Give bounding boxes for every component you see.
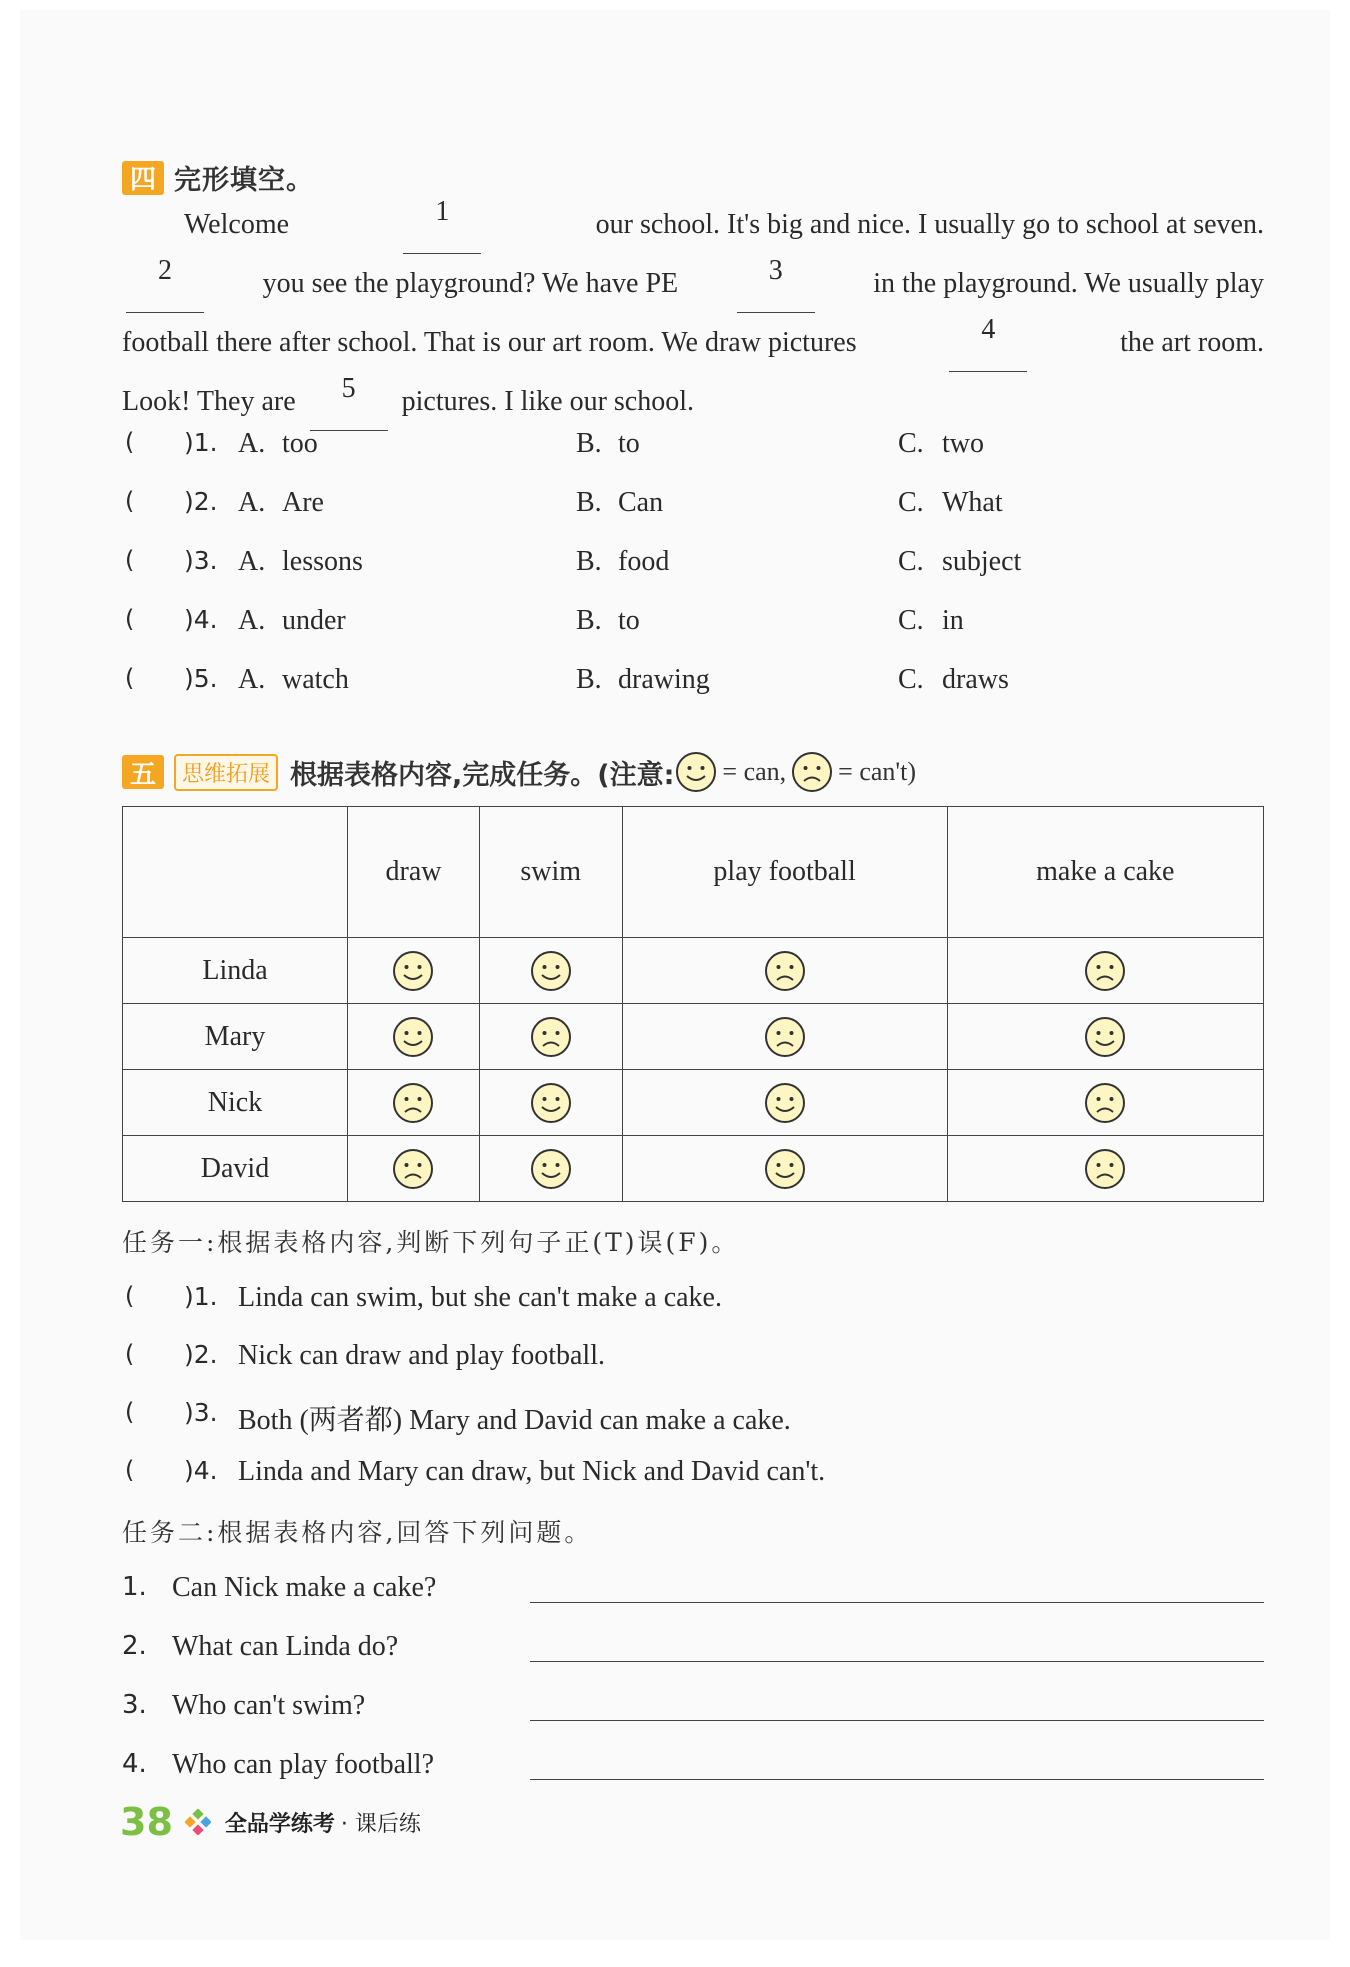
option-row: [122, 428, 1264, 487]
row-name: Nick: [123, 1070, 348, 1136]
options-list: [122, 428, 1264, 723]
page-footer: [120, 1800, 421, 1844]
question-text: Who can play football?: [172, 1749, 435, 1780]
cloze-passage: [122, 195, 1264, 431]
option-a-letter: A.: [238, 664, 266, 695]
answer-paren-open[interactable]: (: [122, 1340, 137, 1368]
table-header-row: [123, 807, 1264, 938]
question-number: )3.: [184, 546, 218, 575]
true-false-item: [122, 1398, 1264, 1456]
happy-face-icon: [529, 949, 573, 993]
column-header: swim: [479, 807, 622, 938]
blank-2[interactable]: 2: [126, 254, 204, 313]
question-number: 1.: [122, 1572, 147, 1602]
page-number: 38: [120, 1800, 173, 1844]
happy-face-icon: [529, 1081, 573, 1125]
option-c[interactable]: two: [942, 428, 984, 459]
option-b-letter: B.: [576, 664, 602, 695]
row-name: Mary: [123, 1004, 348, 1070]
true-false-item: [122, 1340, 1264, 1398]
header-corner-cell: [123, 807, 348, 938]
face-cell: [622, 1070, 947, 1136]
task-1-title: 任务一:根据表格内容,判断下列句子正(T)误(F)。: [122, 1228, 740, 1257]
column-header: make a cake: [947, 807, 1263, 938]
option-a-letter: A.: [238, 428, 266, 459]
option-b-letter: B.: [576, 487, 602, 518]
answer-paren-open[interactable]: (: [122, 605, 137, 633]
option-c[interactable]: draws: [942, 664, 1009, 695]
statement-text: Linda and Mary can draw, but Nick and David can't.: [238, 1456, 826, 1487]
item-number: )4.: [184, 1456, 218, 1485]
option-c[interactable]: subject: [942, 546, 1022, 577]
question-item: [122, 1572, 1264, 1630]
option-c-letter: C.: [898, 487, 924, 518]
question-number: )5.: [184, 664, 218, 693]
diamond-logo-icon: [185, 1809, 211, 1835]
sad-face-icon: [1083, 1147, 1127, 1191]
happy-face-icon: [391, 949, 435, 993]
question-number: )1.: [184, 428, 218, 457]
table-row: [123, 938, 1264, 1004]
sad-face-icon: [391, 1147, 435, 1191]
option-a[interactable]: too: [282, 428, 318, 459]
option-b[interactable]: to: [618, 428, 640, 459]
answer-paren-open[interactable]: (: [122, 1456, 137, 1484]
face-cell: [947, 1136, 1263, 1202]
sad-face-icon: [1083, 949, 1127, 993]
happy-face-icon: [674, 750, 718, 794]
option-a[interactable]: Are: [282, 487, 324, 518]
sad-face-icon: [1083, 1081, 1127, 1125]
section-4-header: [122, 158, 314, 197]
question-number: 2.: [122, 1631, 147, 1661]
face-cell: [947, 1004, 1263, 1070]
face-cell: [348, 1004, 480, 1070]
column-header: play football: [622, 807, 947, 938]
section-5-header: [122, 750, 920, 794]
passage-line: football there after school. That is our art room. We draw pictures 4 the art room.: [122, 313, 1264, 372]
section-number: 五: [122, 755, 164, 789]
passage-line: Welcome 1 our school. It's big and nice. I usually go to school at seven.: [122, 195, 1264, 254]
sad-face-icon: [763, 949, 807, 993]
happy-face-icon: [529, 1147, 573, 1191]
statement-text: Linda can swim, but she can't make a cake.: [238, 1282, 722, 1313]
answer-line[interactable]: [530, 1602, 1264, 1603]
option-row: [122, 605, 1264, 664]
option-a-letter: A.: [238, 546, 266, 577]
question-text: Who can't swim?: [172, 1690, 366, 1721]
brand-subtitle: · 课后练: [340, 1811, 421, 1837]
face-cell: [479, 1070, 622, 1136]
table-row: [123, 1070, 1264, 1136]
item-number: )1.: [184, 1282, 218, 1311]
answer-line[interactable]: [530, 1779, 1264, 1780]
option-row: [122, 664, 1264, 723]
blank-5[interactable]: 5: [310, 372, 388, 431]
row-name: David: [123, 1136, 348, 1202]
statement-text: Nick can draw and play football.: [238, 1340, 605, 1371]
statement-text: Both (两者都) Mary and David can make a cake.: [238, 1405, 791, 1436]
blank-4[interactable]: 4: [949, 313, 1027, 372]
table-row: [123, 1136, 1264, 1202]
thinking-extension-tag: 思维拓展: [174, 754, 278, 791]
face-cell: [622, 1136, 947, 1202]
face-cell: [947, 1070, 1263, 1136]
option-a[interactable]: under: [282, 605, 346, 636]
worksheet-page: [20, 10, 1330, 1940]
option-row: [122, 487, 1264, 546]
option-c[interactable]: in: [942, 605, 964, 636]
face-cell: [622, 1004, 947, 1070]
row-name: Linda: [123, 938, 348, 1004]
answer-line[interactable]: [530, 1661, 1264, 1662]
answer-paren-open[interactable]: (: [122, 428, 137, 456]
option-b-letter: B.: [576, 428, 602, 459]
item-number: )2.: [184, 1340, 218, 1369]
option-a-letter: A.: [238, 487, 266, 518]
true-false-item: [122, 1456, 1264, 1514]
answer-line[interactable]: [530, 1720, 1264, 1721]
task-2-title: 任务二:根据表格内容,回答下列问题。: [122, 1518, 593, 1547]
option-c-letter: C.: [898, 546, 924, 577]
answer-paren-open[interactable]: (: [122, 487, 137, 515]
blank-1[interactable]: 1: [403, 195, 481, 254]
face-cell: [622, 938, 947, 1004]
question-text: Can Nick make a cake?: [172, 1572, 437, 1603]
happy-face-icon: [391, 1015, 435, 1059]
face-cell: [479, 1004, 622, 1070]
happy-face-icon: [1083, 1015, 1127, 1059]
true-false-item: [122, 1282, 1264, 1340]
question-item: [122, 1631, 1264, 1689]
option-a-letter: A.: [238, 605, 266, 636]
answer-paren-open[interactable]: (: [122, 546, 137, 574]
option-b[interactable]: Can: [618, 487, 664, 518]
option-b[interactable]: food: [618, 546, 670, 577]
table-row: [123, 1004, 1264, 1070]
option-b-letter: B.: [576, 605, 602, 636]
passage-line: Look! They are 5 pictures. I like our school.: [122, 372, 1264, 431]
option-a[interactable]: watch: [282, 664, 349, 695]
sad-face-icon: [763, 1015, 807, 1059]
option-row: [122, 546, 1264, 605]
question-text: What can Linda do?: [172, 1631, 399, 1662]
option-c-letter: C.: [898, 605, 924, 636]
sad-face-icon: [529, 1015, 573, 1059]
question-number: )4.: [184, 605, 218, 634]
question-item: [122, 1749, 1264, 1807]
section-title: 完形填空。: [174, 165, 314, 196]
happy-face-icon: [763, 1081, 807, 1125]
answer-paren-open[interactable]: (: [122, 1282, 137, 1310]
face-cell: [479, 1136, 622, 1202]
question-number: 4.: [122, 1749, 147, 1779]
brand-name: 全品学练考: [224, 1811, 335, 1837]
option-b-letter: B.: [576, 546, 602, 577]
blank-3[interactable]: 3: [737, 254, 815, 313]
option-c-letter: C.: [898, 664, 924, 695]
column-header: draw: [348, 807, 480, 938]
option-c[interactable]: What: [942, 487, 1003, 518]
option-c-letter: C.: [898, 428, 924, 459]
ability-table: [122, 806, 1264, 1202]
option-b[interactable]: to: [618, 605, 640, 636]
question-number: )2.: [184, 487, 218, 516]
face-cell: [348, 1070, 480, 1136]
passage-line: 2 you see the playground? We have PE 3 in the playground. We usually play: [122, 254, 1264, 313]
sad-face-icon: [790, 750, 834, 794]
face-cell: [348, 1136, 480, 1202]
happy-face-icon: [763, 1147, 807, 1191]
face-cell: [479, 938, 622, 1004]
question-item: [122, 1690, 1264, 1748]
answer-paren-open[interactable]: (: [122, 1398, 137, 1426]
item-number: )3.: [184, 1398, 218, 1427]
question-number: 3.: [122, 1690, 147, 1720]
face-cell: [348, 938, 480, 1004]
answer-paren-open[interactable]: (: [122, 664, 137, 692]
section-title: 根据表格内容,完成任务。(注意: = can, = can't): [290, 750, 920, 794]
option-a[interactable]: lessons: [282, 546, 363, 577]
sad-face-icon: [391, 1081, 435, 1125]
face-cell: [947, 938, 1263, 1004]
section-number: 四: [122, 161, 164, 195]
option-b[interactable]: drawing: [618, 664, 710, 695]
